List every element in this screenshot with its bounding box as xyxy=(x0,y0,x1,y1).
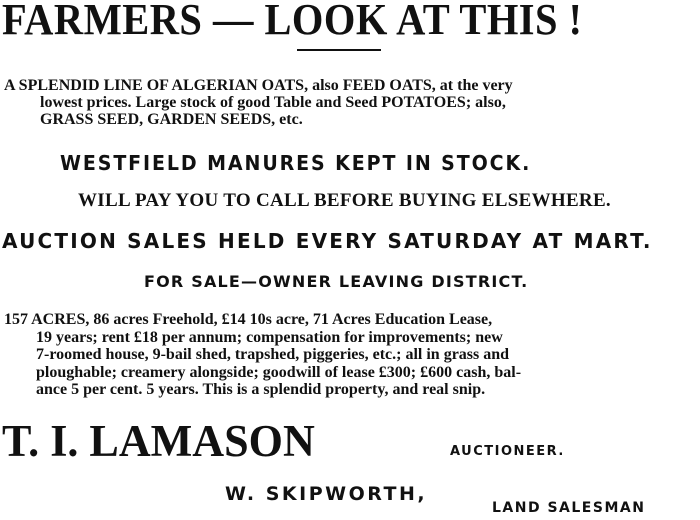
property-line: 7-roomed house, 9-bail shed, trapshed, piggeries, etc.; all in grass and xyxy=(36,346,510,363)
property-line: ance 5 per cent. 5 years. This is a splendid property, and real snip. xyxy=(36,381,486,398)
salesman-title: LAND SALESMAN xyxy=(492,500,646,516)
manures-notice: WESTFIELD MANURES KEPT IN STOCK. xyxy=(60,151,532,175)
property-line: 19 years; rent £18 per annum; compensation for improvements; new xyxy=(36,328,503,346)
headline-rule xyxy=(297,49,381,51)
call-notice: WILL PAY YOU TO CALL BEFORE BUYING ELSEWHERE. xyxy=(78,190,611,211)
property-line: ploughable; creamery alongside; goodwill of lease £300; £600 cash, bal- xyxy=(36,363,522,381)
for-sale-heading: FOR SALE—OWNER LEAVING DISTRICT. xyxy=(144,272,529,291)
headline: FARMERS — LOOK AT THIS ! xyxy=(2,0,583,44)
auctioneer-name: T. I. LAMASON xyxy=(2,416,315,466)
salesman-name: W. SKIPWORTH, xyxy=(225,483,428,505)
oats-line-1: A SPLENDID LINE OF ALGERIAN OATS, also FEED OATS, at the very xyxy=(4,77,513,94)
auction-sales-notice: AUCTION SALES HELD EVERY SATURDAY AT MART. xyxy=(2,229,653,253)
oats-line-2: lowest prices. Large stock of good Table and Seed POTATOES; also, xyxy=(40,94,506,111)
property-line: 157 ACRES, 86 acres Freehold, £14 10s acre, 71 Acres Education Lease, xyxy=(4,311,493,328)
property-description xyxy=(4,311,696,399)
auctioneer-title: AUCTIONEER. xyxy=(450,444,565,459)
oats-line-3: GRASS SEED, GARDEN SEEDS, etc. xyxy=(40,111,303,128)
